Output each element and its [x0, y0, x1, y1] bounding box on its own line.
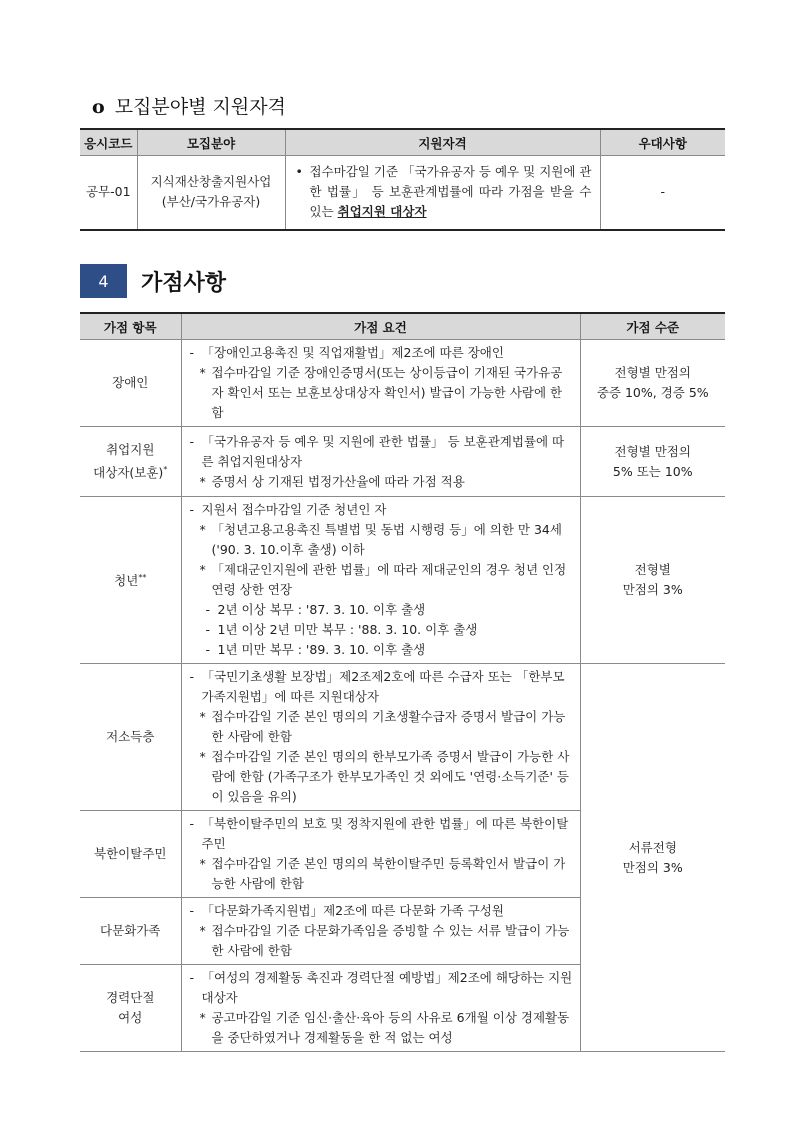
- requirement-cell: - 「북한이탈주민의 보호 및 정착지원에 관한 법률」에 따른 북한이탈주민 * 접수마감일 기준 본인 명의의 북한이탈주민 등록확인서 발급이 가능한 사람에 한함: [181, 811, 580, 898]
- bonus-points-table: [80, 312, 725, 1052]
- section-4-header: [80, 264, 226, 298]
- requirement-cell: - 지원서 접수마감일 기준 청년인 자 * 「청년고용고용촉진 특별법 및 동법 시행령 등」에 의한 만 34세('90. 3. 10.이후 출생) 이하 * 「제대군인지원에 관한 법률」에 따라 제대군인의 경우 청년 인정 연령 상한 연장 - 2년 이상 복무 : '87. 3. 10. 이후 출생 - 1년 이상 2년 미만 복무 : '88. 3. 10. 이후 출생 - 1년 미만 복무 : '89. 3. 10. 이후 출생: [181, 497, 580, 664]
- cell-preference: -: [600, 156, 725, 230]
- section-heading-recruitment: [92, 92, 286, 119]
- header-qualification: 지원자격: [285, 129, 600, 156]
- table-header-row: [80, 129, 725, 156]
- header-item: 가점 항목: [80, 313, 181, 340]
- table-row: [80, 340, 725, 427]
- heading-bullet: o: [92, 96, 105, 118]
- header-preference: 우대사항: [600, 129, 725, 156]
- header-requirement: 가점 요건: [181, 313, 580, 340]
- section-title: 가점사항: [141, 270, 227, 296]
- merged-level-cell: 서류전형 만점의 3%: [580, 664, 725, 1052]
- requirement-cell: - 「국가유공자 등 예우 및 지원에 관한 법률」 등 보훈관계법률에 따른 취업지원대상자 * 증명서 상 기재된 법정가산율에 따라 가점 적용: [181, 427, 580, 497]
- table-header-row: [80, 313, 725, 340]
- table-row: [80, 427, 725, 497]
- item-low-income: 저소득층: [80, 664, 181, 811]
- header-level: 가점 수준: [580, 313, 725, 340]
- level-cell: 전형별 만점의 3%: [580, 497, 725, 664]
- requirement-cell: - 「여성의 경제활동 촉진과 경력단절 예방법」제2조에 해당하는 지원대상자 * 공고마감일 기준 임신·출산·육아 등의 사유로 6개월 이상 경제활동을 중단하였거나 경제활동을 한 적 없는 여성: [181, 965, 580, 1052]
- table-row: [80, 497, 725, 664]
- section-number-badge: 4: [80, 264, 127, 298]
- level-cell: 전형별 만점의 중증 10%, 경증 5%: [580, 340, 725, 427]
- cell-field: [137, 156, 285, 230]
- level-cell: 전형별 만점의 5% 또는 10%: [580, 427, 725, 497]
- qualification-text: 접수마감일 기준 「국가유공자 등 예우 및 지원에 관한 법률」 등 보훈관계법률에 따라 가점을 받을 수 있는: [309, 164, 592, 220]
- header-field: 모집분야: [137, 129, 285, 156]
- qualification-table: [80, 128, 725, 231]
- table-row: [80, 664, 725, 811]
- requirement-cell: - 「장애인고용촉진 및 직업재활법」제2조에 따른 장애인 * 접수마감일 기준 장애인증명서(또는 상이등급이 기재된 국가유공자 확인서 또는 보훈보상대상자 확인서) 발급이 가능한 사람에 한함: [181, 340, 580, 427]
- item-veteran: 취업지원 대상자(보훈)*: [80, 427, 181, 497]
- field-line2: (부산/국가유공자): [161, 194, 261, 210]
- table-row: [80, 156, 725, 230]
- qualification-emphasis: 취업지원 대상자: [337, 204, 427, 220]
- item-youth: 청년**: [80, 497, 181, 664]
- field-line1: 지식재산창출지원사업: [150, 174, 272, 190]
- requirement-cell: - 「다문화가족지원법」제2조에 따른 다문화 가족 구성원 * 접수마감일 기준 다문화가족임을 증빙할 수 있는 서류 발급이 가능한 사람에 한함: [181, 898, 580, 965]
- item-disabled: 장애인: [80, 340, 181, 427]
- item-defector: 북한이탈주민: [80, 811, 181, 898]
- header-code: 응시코드: [80, 129, 137, 156]
- item-multicultural: 다문화가족: [80, 898, 181, 965]
- cell-code: 공무-01: [80, 156, 137, 230]
- bullet-mark: •: [295, 164, 303, 180]
- requirement-cell: - 「국민기초생활 보장법」제2조제2호에 따른 수급자 또는 「한부모가족지원법」에 따른 지원대상자 * 접수마감일 기준 본인 명의의 기초생활수급자 증명서 발급이 가능한 사람에 한함 * 접수마감일 기준 본인 명의의 한부모가족 증명서 발급이 가능한 사람에 한함 (가족구조가 한부모가족인 것 외에도 '연령·소득기준' 등이 있음을 유의): [181, 664, 580, 811]
- cell-qualification: [285, 156, 600, 230]
- item-career-break-women: 경력단절 여성: [80, 965, 181, 1052]
- heading-title: 모집분야별 지원자격: [114, 96, 286, 118]
